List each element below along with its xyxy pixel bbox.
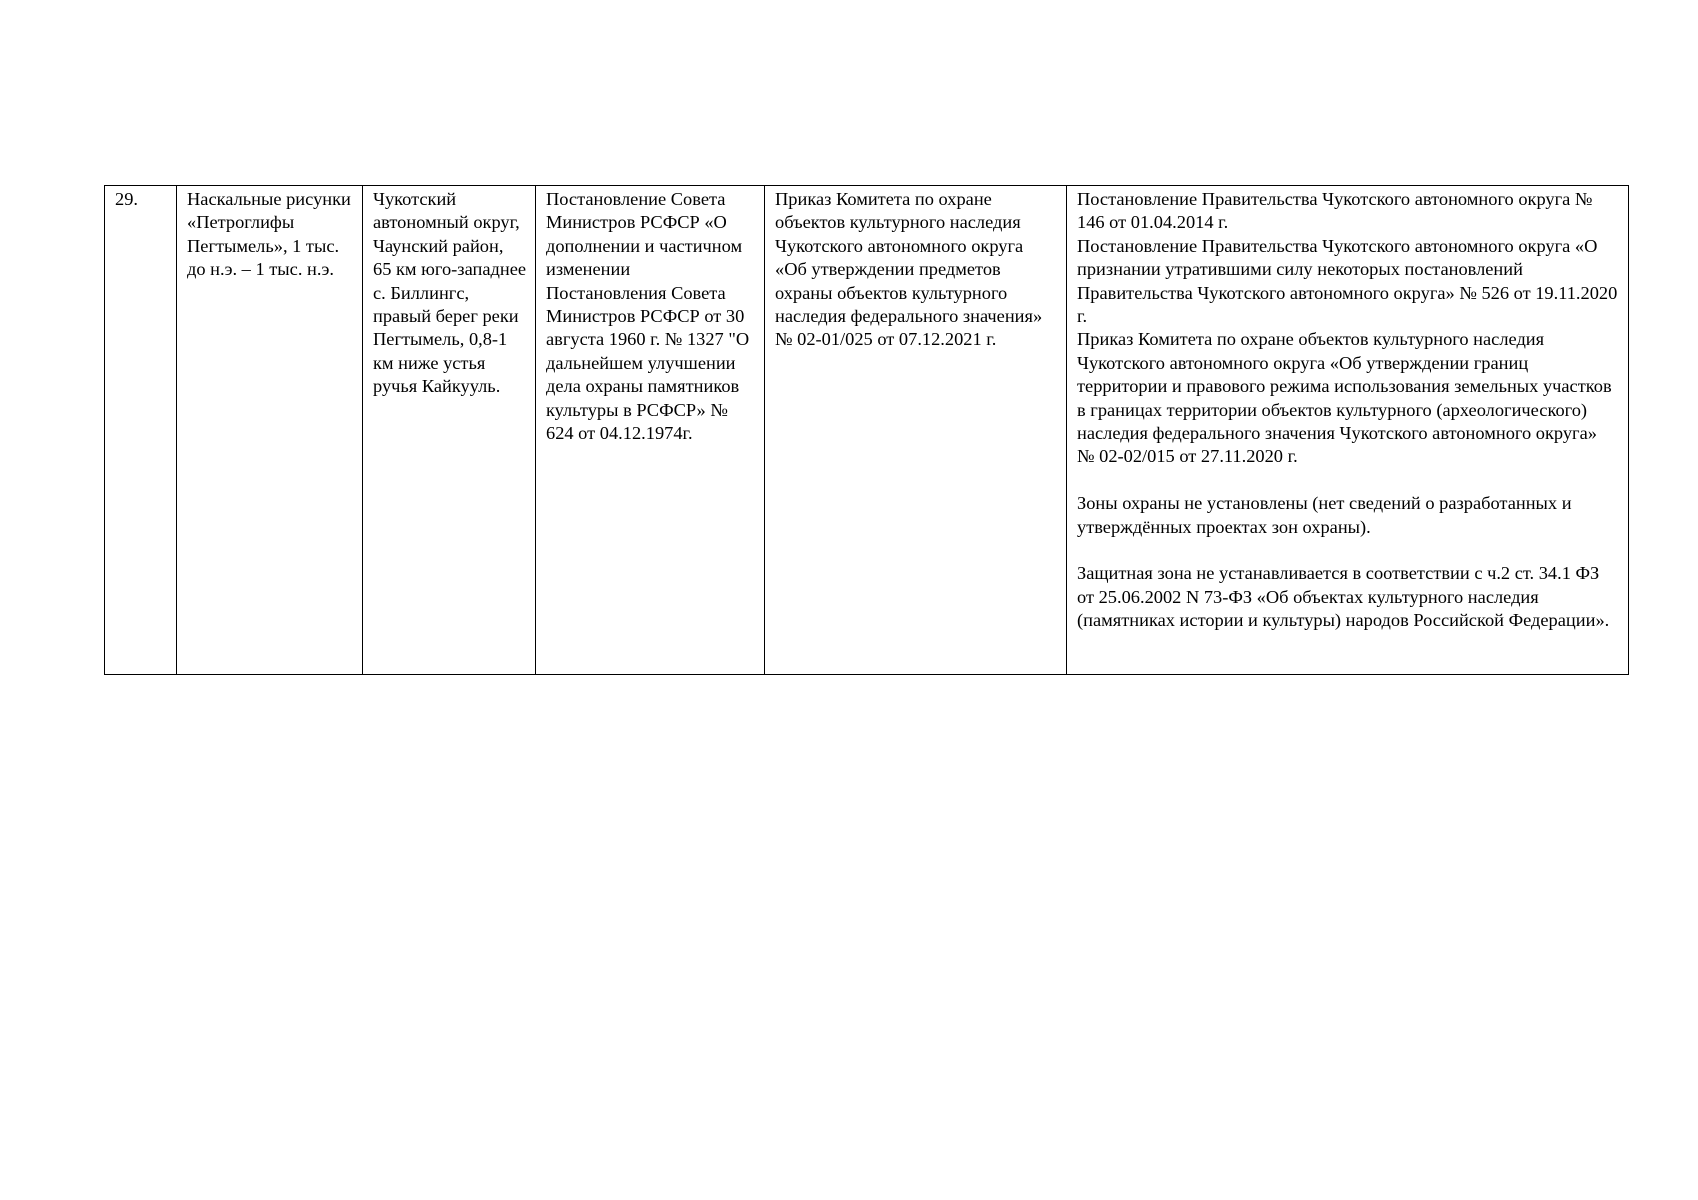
heritage-register-table	[104, 185, 1629, 675]
territory-document-1: Постановление Правительства Чукотского автономного округа № 146 от 01.04.2014 г.	[1077, 189, 1593, 233]
protection-zones-note: Зоны охраны не установлены (нет сведений о разработанных и утверждённых проектах зон охраны).	[1077, 493, 1572, 537]
row-number-cell	[105, 186, 177, 675]
object-name-cell	[177, 186, 363, 675]
protection-subject-order: Приказ Комитета по охране объектов культурного наследия Чукотского автономного округа «Об утверждении предметов охраны объектов культурного наследия федерального значения» № 02-01/025 от 07.12.2021 г.	[775, 189, 1043, 350]
paragraph-gap	[1077, 539, 1619, 562]
paragraph-gap	[1077, 469, 1619, 492]
object-name: Наскальные рисунки «Петроглифы Пегтымель», 1 тыс. до н.э. – 1 тыс. н.э.	[187, 189, 351, 280]
table-row	[105, 186, 1629, 675]
protection-order-cell	[765, 186, 1067, 675]
object-location: Чукотский автономный округ, Чаунский район, 65 км юго-западнее с. Биллингс, правый берег реки Пегтымель, 0,8-1 км ниже устья ручья Кайкууль.	[373, 189, 527, 397]
territory-document-2: Постановление Правительства Чукотского автономного округа «О признании утратившими силу некоторых постановлений Правительства Чукотского автономного округа» № 526 от 19.11.2020 г.	[1077, 235, 1618, 327]
location-cell	[363, 186, 536, 675]
territory-document-3: Приказ Комитета по охране объектов культурного наследия Чукотского автономного округа «Об утверждении границ территории и правового режима использования земельных участков в границах территории объектов культурного (археологического) наследия федерального значения Чукотского автономного округа» № 02-02/015 от 27.11.2020 г.	[1077, 329, 1612, 467]
row-number: 29.	[115, 189, 138, 209]
decree-cell	[536, 186, 765, 675]
protective-zone-note: Защитная зона не устанавливается в соответствии с ч.2 ст. 34.1 ФЗ от 25.06.2002 N 73-ФЗ «Об объектах культурного наследия (памятниках истории и культуры) народов Российской Федерации».	[1077, 563, 1610, 631]
registration-decree: Постановление Совета Министров РСФСР «О дополнении и частичном изменении Постановления Совета Министров РСФСР от 30 августа 1960 г. № 1327 "О дальнейшем улучшении дела охраны памятников культуры в РСФСР» № 624 от 04.12.1974г.	[546, 189, 750, 444]
territory-documents-cell	[1067, 186, 1629, 675]
